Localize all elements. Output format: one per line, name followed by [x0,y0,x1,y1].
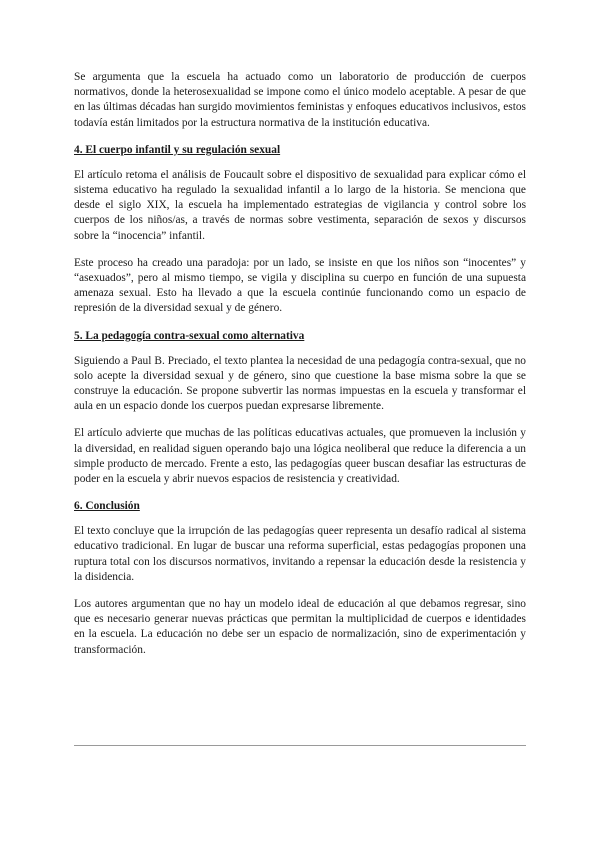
document-page [74,70,526,670]
section-paragraph: El texto concluye que la irrupción de las pedagogías queer representa un desafío radical al sistema educativo tradicional. En lugar de buscar una reforma superficial, estas pedagogías proponen una ruptura total con los discursos normativos, invitando a repensar la educación desde la resistencia y la disidencia. [74,525,526,583]
section-paragraph: El artículo advierte que muchas de las políticas educativas actuales, que promueven la inclusión y la diversidad, en realidad siguen operando bajo una lógica neoliberal que reduce la diferencia a un simple producto de mercado. Frente a esto, las pedagogías queer buscan desafiar las estructuras de poder en la escuela y abrir nuevos espacios de resistencia y creatividad. [74,427,526,486]
footer-divider [74,745,526,746]
section-heading: 6. Conclusión [74,500,140,513]
section-6 [74,499,526,658]
section-paragraph: El artículo retoma el análisis de Foucault sobre el dispositivo de sexualidad para explicar cómo el sistema educativo ha regulado la sexualidad infantil a lo largo de la historia. Se menciona que desde el siglo XIX, la escuela ha implementado estrategias de vigilancia y control sobre los cuerpos de los niños/as, a través de normas sobre vestimenta, separación de sexos y discursos sobre la “inocencia” infantil. [74,168,526,242]
section-paragraph: Este proceso ha creado una paradoja: por un lado, se insiste en que los niños son “inocentes” y “asexuados”, pero al mismo tiempo, se vigila y disciplina su cuerpo en función de una supuesta amenaza sexual. Esto ha llevado a que la escuela continúe funcionando como un espacio de represión de la diversidad sexual y de género. [74,256,526,315]
intro-paragraph: Se argumenta que la escuela ha actuado como un laboratorio de producción de cuerpos normativos, donde la heterosexualidad se impone como el único modelo aceptable. A pesar de que en las últimas décadas han surgido movimientos feministas y enfoques educativos inclusivos, estos todavía están limitados por la estructura normativa de la institución educativa. [74,71,526,129]
section-4 [74,143,526,317]
section-5 [74,329,526,488]
section-paragraph: Siguiendo a Paul B. Preciado, el texto plantea la necesidad de una pedagogía contra-sexual, que no solo acepte la diversidad sexual y de género, sino que cuestione la base misma sobre la que se construye la educación. Se propone subvertir las normas impuestas en la escuela y transformar el aula en un espacio donde los cuerpos puedan expresarse libremente. [74,354,526,413]
section-heading: 5. La pedagogía contra-sexual como alternativa [74,329,305,342]
section-heading: 4. El cuerpo infantil y su regulación sexual [74,143,281,156]
section-paragraph: Los autores argumentan que no hay un modelo ideal de educación al que debamos regresar, sino que es necesario generar nuevas prácticas que permitan la multiplicidad de cuerpos e identidades en la escuela. La educación no debe ser un espacio de normalización, sino de experimentación y transformación. [74,598,526,656]
